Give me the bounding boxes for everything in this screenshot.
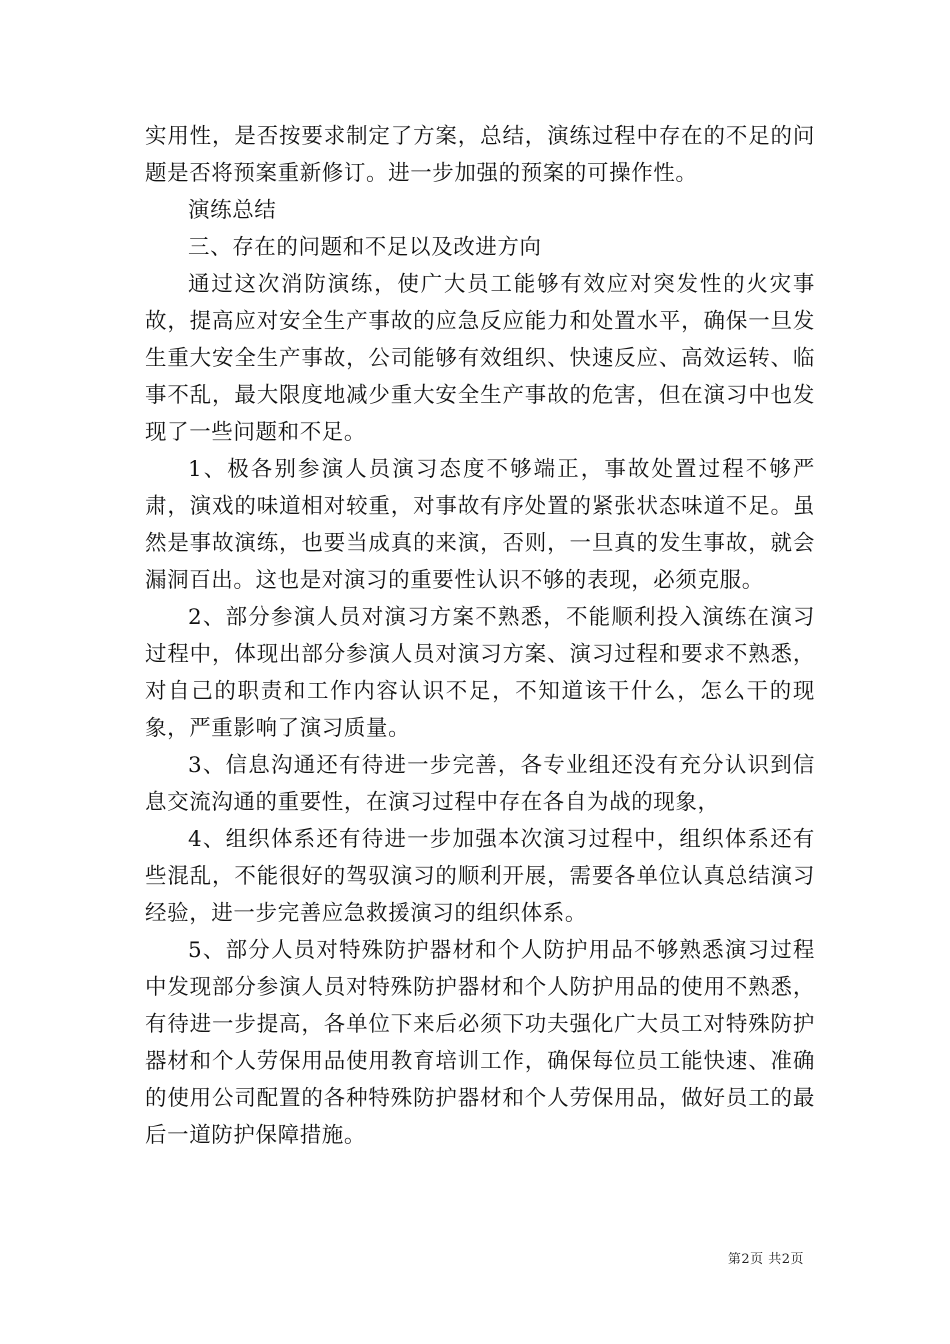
paragraph-intro: 通过这次消防演练，使广大员工能够有效应对突发性的火灾事故，提高应对安全生产事故的应急反应能力和处置水平，确保一旦发生重大安全生产事故，公司能够有效组织、快速反应、高效运转、临事不乱，最大限度地减少重大安全生产事故的危害，但在演习中也发现了一些问题和不足。 — [145, 272, 815, 445]
paragraph-item-2: 2、部分参演人员对演习方案不熟悉，不能顺利投入演练在演习过程中，体现出部分参演人员对演习方案、演习过程和要求不熟悉，对自己的职责和工作内容认识不足，不知道该干什么，怎么干的现象，严重影响了演习质量。 — [145, 605, 815, 741]
paragraph-item-4: 4、组织体系还有待进一步加强本次演习过程中，组织体系还有些混乱，不能很好的驾驭演习的顺利开展，需要各单位认真总结演习经验，进一步完善应急救援演习的组织体系。 — [145, 827, 815, 926]
section-heading-drill-summary: 演练总结 — [188, 198, 277, 223]
paragraph-item-1: 1、极各别参演人员演习态度不够端正，事故处置过程不够严肃，演戏的味道相对较重，对事故有序处置的紧张状态味道不足。虽然是事故演练，也要当成真的来演，否则，一旦真的发生事故，就会漏洞百出。这也是对演习的重要性认识不够的表现，必须克服。 — [145, 457, 815, 593]
page-number: 第2页 共2页 — [727, 1252, 804, 1267]
paragraph-item-3: 3、信息沟通还有待进一步完善，各专业组还没有充分认识到信息交流沟通的重要性，在演习过程中存在各自为战的现象， — [145, 753, 815, 815]
document-body — [145, 118, 815, 1154]
paragraph-continuation: 实用性，是否按要求制定了方案，总结，演练过程中存在的不足的问题是否将预案重新修订。进一步加强的预案的可操作性。 — [145, 124, 815, 186]
paragraph-item-5: 5、部分人员对特殊防护器材和个人防护用品不够熟悉演习过程中发现部分参演人员对特殊防护器材和个人防护用品的使用不熟悉，有待进一步提高，各单位下来后必须下功夫强化广大员工对特殊防护器材和个人劳保用品使用教育培训工作，确保每位员工能快速、准确的使用公司配置的各种特殊防护器材和个人劳保用品，做好员工的最后一道防护保障措施。 — [145, 938, 815, 1148]
section-heading-problems: 三、存在的问题和不足以及改进方向 — [188, 235, 542, 260]
